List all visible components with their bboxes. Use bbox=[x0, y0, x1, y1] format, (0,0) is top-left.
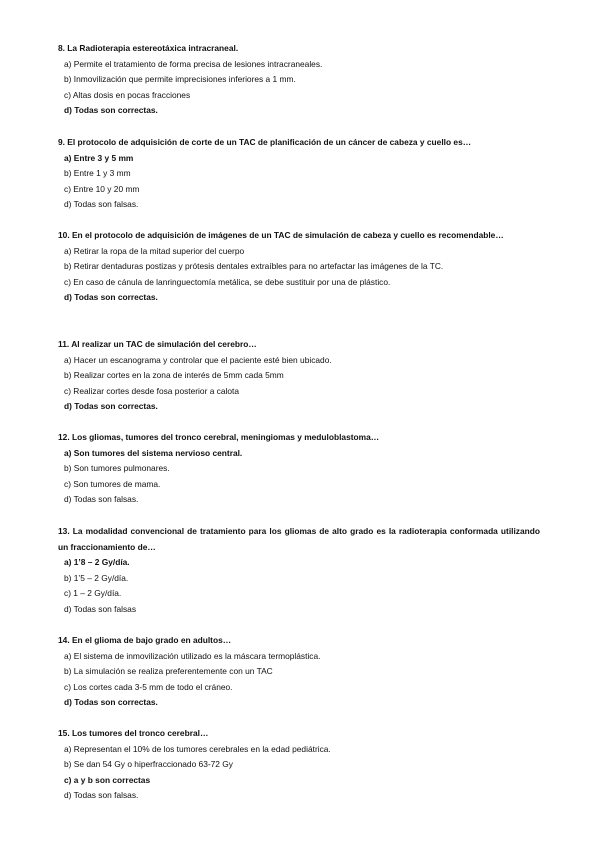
option-c: c) Altas dosis en pocas fracciones bbox=[64, 89, 191, 100]
option-b: b) Inmovilización que permite imprecisiones inferiores a 1 mm. bbox=[64, 74, 296, 84]
option-b: b) Son tumores pulmonares. bbox=[64, 463, 170, 473]
option-a-correct: a) Entre 3 y 5 mm bbox=[64, 152, 134, 163]
question-title: 9. El protocolo de adquisición de corte de un TAC de planificación de un cáncer de cabeza y cuello es… bbox=[58, 137, 472, 147]
option-c: c) Realizar cortes desde fosa posterior a calota bbox=[64, 385, 240, 396]
option-a: a) Hacer un escanograma y controlar que el paciente esté bien ubicado. bbox=[64, 354, 332, 365]
question-title: 10. En el protocolo de adquisición de imágenes de un TAC de simulación de cabeza y cuello es recomendable… bbox=[58, 230, 504, 240]
question-title: 11. Al realizar un TAC de simulación del cerebro… bbox=[58, 339, 257, 349]
option-d: d) Todas son falsas bbox=[64, 603, 137, 614]
question-title: 8. La Radioterapia estereotáxica intracraneal. bbox=[58, 43, 239, 53]
option-a: a) Retirar la ropa de la mitad superior del cuerpo bbox=[64, 245, 245, 256]
question-title: 13. La modalidad convencional de tratamiento para los gliomas de alto grado es la radioterapia conformada utilizando un fraccionamiento de… bbox=[58, 526, 540, 552]
question-13 bbox=[58, 524, 540, 617]
option-d: d) Todas son falsas. bbox=[64, 494, 139, 504]
question-10 bbox=[58, 228, 540, 306]
option-a-correct: a) Son tumores del sistema nervioso central. bbox=[64, 447, 243, 458]
question-12 bbox=[58, 430, 540, 508]
option-a: a) Representan el 10% de los tumores cerebrales en la edad pediátrica. bbox=[64, 743, 331, 754]
question-11 bbox=[58, 337, 540, 415]
option-b: b) Entre 1 y 3 mm bbox=[64, 168, 131, 178]
option-c: c) Entre 10 y 20 mm bbox=[64, 183, 140, 194]
option-d: d) Todas son falsas. bbox=[64, 199, 139, 209]
option-d-correct: d) Todas son correctas. bbox=[64, 697, 158, 707]
option-b: b) La simulación se realiza preferentemente con un TAC bbox=[64, 666, 273, 676]
question-8 bbox=[58, 41, 540, 119]
option-a: a) El sistema de inmovilización utilizado es la máscara termoplástica. bbox=[64, 650, 321, 661]
question-title: 12. Los gliomas, tumores del tronco cerebral, meningiomas y meduloblastoma… bbox=[58, 432, 380, 442]
question-9 bbox=[58, 135, 540, 213]
option-d-correct: d) Todas son correctas. bbox=[64, 292, 158, 302]
option-d-correct: d) Todas son correctas. bbox=[64, 401, 158, 411]
option-a-correct: a) 1’8 – 2 Gy/día. bbox=[64, 557, 130, 567]
question-title: 14. En el glioma de bajo grado en adultos… bbox=[58, 635, 232, 645]
option-c: c) Los cortes cada 3-5 mm de todo el cráneo. bbox=[64, 681, 233, 692]
option-d-correct: d) Todas son correctas. bbox=[64, 105, 158, 115]
option-c: c) Son tumores de mama. bbox=[64, 478, 161, 489]
question-title: 15. Los tumores del tronco cerebral… bbox=[58, 728, 209, 738]
option-b: b) 1’5 – 2 Gy/día. bbox=[64, 572, 129, 583]
option-c: c) 1 – 2 Gy/día. bbox=[64, 588, 122, 598]
option-c: c) En caso de cánula de lanringuectomía metálica, se debe sustituir por una de plástico. bbox=[64, 276, 391, 287]
option-b: b) Retirar dentaduras postizas y prótesis dentales extraíbles para no artefactar las imágenes de la TC. bbox=[64, 261, 444, 271]
option-b: b) Realizar cortes en la zona de interés de 5mm cada 5mm bbox=[64, 370, 284, 380]
option-c-correct: c) a y b son correctas bbox=[64, 774, 151, 785]
question-15 bbox=[58, 726, 540, 804]
option-a: a) Permite el tratamiento de forma precisa de lesiones intracraneales. bbox=[64, 58, 323, 69]
option-d: d) Todas son falsas. bbox=[64, 790, 139, 800]
option-b: b) Se dan 54 Gy o hiperfraccionado 63-72 Gy bbox=[64, 759, 233, 769]
question-14 bbox=[58, 633, 540, 711]
